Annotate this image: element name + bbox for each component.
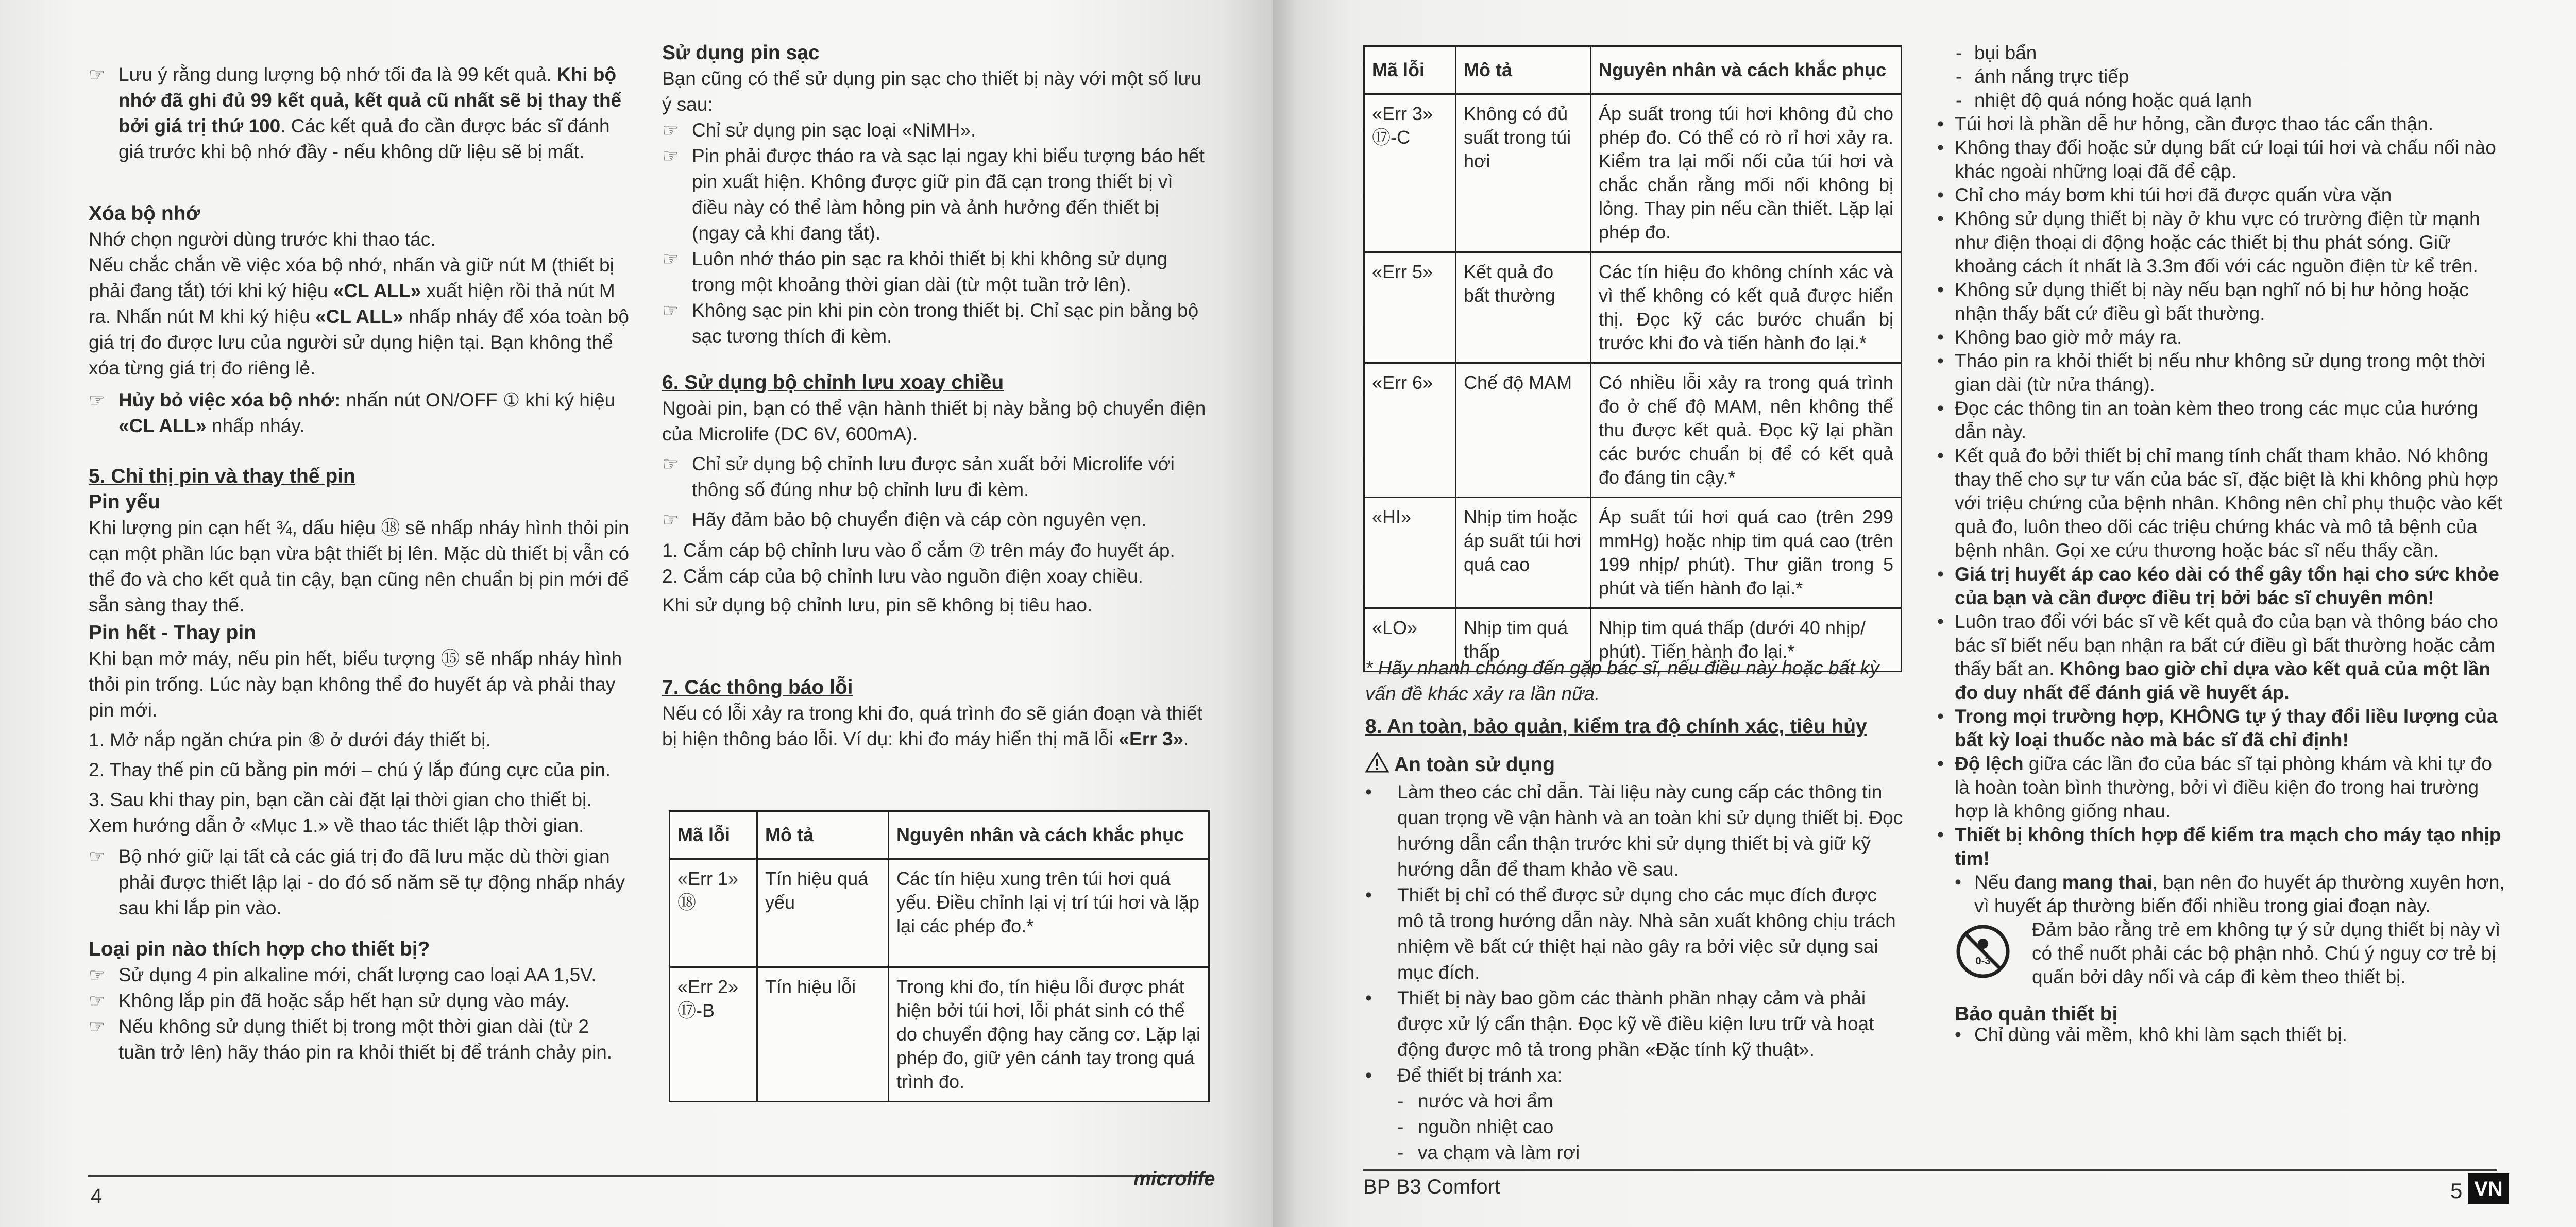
- battery-memory-note: ☞ Bộ nhớ giữ lại tất cả các giá trị đo đã lưu mặc dù thời gian phải được thiết lập lại - do đó số năm sẽ tự động nhấp nháy sau khi lắp pin vào.: [89, 844, 630, 921]
- right-column-1: [1365, 655, 1906, 1166]
- pointing-hand-icon: ☞: [662, 145, 679, 166]
- table-row: [670, 967, 1209, 1102]
- child-warning: 0-3 Đảm bảo rằng trẻ em không tự ý sử dụng thiết bị này vì có thể nuốt phải các bộ phận nhỏ. Chú ý nguy cơ trẻ bị quấn bởi dây nối và cáp đi kèm theo thiết bị.: [1955, 918, 2509, 989]
- safety-item: • Đọc các thông tin an toàn kèm theo trong các mục của hướng dẫn này.: [1937, 398, 2478, 442]
- right-page: [1273, 0, 2576, 1227]
- avoid-item: - ánh nắng trực tiếp: [1956, 66, 2129, 87]
- error-fix-cell: Nhịp tim quá thấp (dưới 40 nhịp/ phút). Tiến hành đo lại.*: [1591, 608, 1902, 672]
- safety-item: • Độ lệch giữa các lần đo của bác sĩ tại phòng khám và khi tự đo là hoàn toàn bình thường, bởi vì điều kiện đo trong hai trường hợp là không giống nhau.: [1937, 753, 2492, 822]
- rechargeable-item: ☞ Luôn nhớ tháo pin sạc ra khỏi thiết bị khi không sử dụng trong một khoảng thời gian dài (từ một tuần trở lên).: [662, 246, 1208, 298]
- warning-icon: [1365, 752, 1389, 779]
- avoid-item: - va chạm và làm rơi: [1397, 1142, 1580, 1164]
- avoid-item: - nhiệt độ quá nóng hoặc quá lạnh: [1956, 90, 2252, 111]
- error-code-cell: «HI»: [1364, 498, 1456, 608]
- safety-item: • Tháo pin ra khỏi thiết bị nếu như không sử dụng trong một thời gian dài (từ nửa tháng).: [1937, 350, 2486, 395]
- pointing-hand-icon: ☞: [662, 509, 679, 530]
- col-desc-header: Mô tả: [757, 811, 889, 859]
- pointing-hand-icon: ☞: [662, 120, 679, 141]
- avoid-item: - bụi bẩn: [1956, 42, 2037, 63]
- model-name: BP B3 Comfort: [1363, 1175, 1501, 1198]
- error-desc-cell: Kết quả đo bất thường: [1456, 252, 1591, 363]
- memory-note: ☞ Lưu ý rằng dung lượng bộ nhớ tối đa là 99 kết quả. Khi bộ nhớ đã ghi đủ 99 kết quả, kết quả cũ nhất sẽ bị thay thế bởi giá trị thứ 100. Các kết quả đo cần được bác sĩ đánh giá trước khi bộ nhớ đầy - nếu không dữ liệu sẽ bị mất.: [89, 62, 630, 165]
- error-fix-cell: Các tín hiệu đo không chính xác và vì thế không có kết quả được hiển thị. Đọc kỹ các bước chuẩn bị trước khi đo và tiến hành đo lại.*: [1591, 252, 1902, 363]
- pointing-hand-icon: ☞: [89, 64, 106, 85]
- battery-type-item: ☞ Sử dụng 4 pin alkaline mới, chất lượng cao loại AA 1,5V.: [89, 962, 630, 988]
- no-children-icon: [1955, 923, 2011, 985]
- left-column-2: Sử dụng pin sạc Bạn cũng có thể sử dụng pin sạc cho thiết bị này với một số lưu ý sau: ☞ Chỉ sử dụng pin sạc loại «NiMH». ☞ Pin phải được tháo ra và sạc lại ngay khi biểu tượng báo hết pin xuất hiện. Không được giữ pin đã cạn trong thiết bị vì điều này có thể làm hỏng pin và ảnh hưởng đến thiết bị (ngay cả khi đang tắt). ☞ Luôn nhớ tháo pin sạc ra khỏi thiết bị khi không sử dụng trong một khoảng thời gian dài (từ một tuần trở lên). ☞ Không sạc pin khi pin còn trong thiết bị. Chỉ sạc pin bằng bộ sạc tương thích đi kèm. 6. Sử dụng bộ chỉnh lưu xoay chiều Ngoài pin, bạn có thể vận hành thiết bị này bằng bộ chuyển điện của Microlife (DC 6V, 600mA). ☞ Chỉ sử dụng bộ chỉnh lưu được sản xuất bởi Microlife với thông số đúng như bộ chỉnh lưu đi kèm. ☞ Hãy đảm bảo bộ chuyển điện và cáp còn nguyên vẹn. 1. Cắm cáp bộ chỉnh lưu vào ổ cắm ⑦ trên máy đo huyết áp. 2. Cắm cáp của bộ chỉnh lưu vào nguồn điện xoay chiều. Khi sử dụng bộ chỉnh lưu, pin sẽ không bị tiêu hao. 7. Các thông báo lỗi Nếu có lỗi xảy ra trong khi đo, quá trình đo sẽ gián đoạn và thiết bị hiện thông báo lỗi. Ví dụ: khi đo máy hiển thị mã lỗi «Err 3».: [662, 40, 1208, 752]
- pointing-hand-icon: ☞: [89, 990, 106, 1011]
- storage-item: • Chỉ dùng vải mềm, khô khi làm sạch thiết bị.: [1955, 1024, 2347, 1045]
- col-code-header: Mã lỗi: [1364, 46, 1456, 94]
- error-code-cell: «Err 5»: [1364, 252, 1456, 363]
- errors-intro: Nếu có lỗi xảy ra trong khi đo, quá trình đo sẽ gián đoạn và thiết bị hiện thông báo lỗi. Ví dụ: khi đo máy hiển thị mã lỗi «Err 3».: [662, 703, 1202, 749]
- col-fix-header: Nguyên nhân và cách khắc phục: [889, 811, 1209, 859]
- left-column-1: ☞ Lưu ý rằng dung lượng bộ nhớ tối đa là 99 kết quả. Khi bộ nhớ đã ghi đủ 99 kết quả, kết quả cũ nhất sẽ bị thay thế bởi giá trị thứ 100. Các kết quả đo cần được bác sĩ đánh giá trước khi bộ nhớ đầy - nếu không dữ liệu sẽ bị mất. Xóa bộ nhớ Nhớ chọn người dùng trước khi thao tác. Nếu chắc chắn về việc xóa bộ nhớ, nhấn và giữ nút M (thiết bị phải đang tắt) tới khi ký hiệu «CL ALL» xuất hiện rồi thả nút M ra. Nhấn nút M khi ký hiệu «CL ALL» nhấp nháy để xóa toàn bộ giá trị đo được lưu của người sử dụng hiện tại. Bạn không thể xóa từng giá trị đo riêng lẻ. ☞ Hủy bỏ việc xóa bộ nhớ: nhấn nút ON/OFF ① khi ký hiệu «CL ALL» nhấp nháy. 5. Chỉ thị pin và thay thế pin Pin yếu Khi lượng pin cạn hết ¾, dấu hiệu ⑱ sẽ nhấp nháy hình thỏi pin cạn một phần lúc bạn vừa bật thiết bị lên. Mặc dù thiết bị vẫn có thể đo và cho kết quả tin cậy, bạn cũng nên chuẩn bị pin mới để sẵn sàng thay thế. Pin hết - Thay pin Khi bạn mở máy, nếu pin hết, biểu tượng ⑮ sẽ nhấp nháy hình thỏi pin trống. Lúc này bạn không thể đo huyết áp và phải thay pin mới. 1. Mở nắp ngăn chứa pin ⑧ ở dưới đáy thiết bị. 2. Thay thế pin cũ bằng pin mới – chú ý lắp đúng cực của pin. 3. Sau khi thay pin, bạn cần cài đặt lại thời gian cho thiết bị. Xem hướng dẫn ở «Mục 1.» về thao tác thiết lập thời gian. ☞ Bộ nhớ giữ lại tất cả các giá trị đo đã lưu mặc dù thời gian phải được thiết lập lại - do đó số năm sẽ tự động nhấp nháy sau khi lắp pin vào. Loại pin nào thích hợp cho thiết bị? ☞ Sử dụng 4 pin alkaline mới, chất lượng cao loại AA 1,5V. ☞ Không lắp pin đã hoặc sắp hết hạn sử dụng vào máy. ☞ Nếu không sử dụng thiết bị trong một thời gian dài (từ 2 tuần trở lên) hãy tháo pin ra khỏi thiết bị để tránh chảy pin.: [89, 62, 630, 1065]
- low-battery-text: Khi lượng pin cạn hết ¾, dấu hiệu ⑱ sẽ nhấp nháy hình thỏi pin cạn một phần lúc bạn vừa bật thiết bị lên. Mặc dù thiết bị vẫn có thể đo và cho kết quả tin cậy, bạn cũng nên chuẩn bị pin mới để sẵn sàng thay thế.: [89, 517, 630, 616]
- error-table-left: [669, 810, 1210, 1102]
- table-row: [1364, 94, 1902, 252]
- language-badge: VN: [2468, 1173, 2509, 1204]
- adapter-item: ☞ Hãy đảm bảo bộ chuyển điện và cáp còn nguyên vẹn.: [662, 507, 1208, 533]
- error-fix-cell: Trong khi đo, tín hiệu lỗi được phát hiện bởi túi hơi, lỗi phát sinh có thể do chuyển động hay căng cơ. Lặp lại phép đo, giữ yên cánh tay trong quá trình đo.: [889, 967, 1209, 1102]
- safety-item: • Thiết bị này bao gồm các thành phần nhạy cảm và phải được xử lý cẩn thận. Đọc kỹ về điều kiện lưu trữ và hoạt động được mô tả trong phần «Đặc tính kỹ thuật».: [1365, 987, 1874, 1061]
- adapter-step: 1. Cắm cáp bộ chỉnh lưu vào ổ cắm ⑦ trên máy đo huyết áp.: [662, 540, 1175, 561]
- errors-heading: 7. Các thông báo lỗi: [662, 676, 853, 698]
- error-fix-cell: Áp suất túi hơi quá cao (trên 299 mmHg) hoặc nhịp tim quá cao (trên 199 nhịp/ phút). Thư giãn trong 5 phút và tiến hành đo lại.*: [1591, 498, 1902, 608]
- right-column-2: [1937, 41, 2509, 1047]
- pointing-hand-icon: ☞: [662, 453, 679, 474]
- safety-item: • Nếu đang mang thai, bạn nên đo huyết áp thường xuyên hơn, vì huyết áp thường biến đổi nhiều trong giai đoạn này.: [1955, 872, 2505, 916]
- error-desc-cell: Không có đủ suất trong túi hơi: [1456, 94, 1591, 252]
- battery-step: 3. Sau khi thay pin, bạn cần cài đặt lại thời gian cho thiết bị. Xem hướng dẫn ở «Mục 1.» về thao tác thiết lập thời gian.: [89, 789, 592, 836]
- error-fix-cell: Các tín hiệu xung trên túi hơi quá yếu. Điều chỉnh lại vị trí túi hơi và lặp lại các phép đo.*: [889, 859, 1209, 967]
- battery-step: 1. Mở nắp ngăn chứa pin ⑧ ở dưới đáy thiết bị.: [89, 729, 491, 751]
- battery-step: 2. Thay thế pin cũ bằng pin mới – chú ý lắp đúng cực của pin.: [89, 759, 611, 780]
- brand-logo: microlife: [1133, 1168, 1215, 1190]
- battery-heading: 5. Chỉ thị pin và thay thế pin: [89, 465, 355, 487]
- adapter-heading: 6. Sử dụng bộ chỉnh lưu xoay chiều: [662, 371, 1004, 394]
- safety-item: • Giá trị huyết áp cao kéo dài có thể gây tổn hại cho sức khỏe của bạn và cần được điều trị bởi bác sĩ chuyên môn!: [1937, 564, 2499, 608]
- safety-item: • Kết quả đo bởi thiết bị chỉ mang tính chất tham khảo. Nó không thay thế cho sự tư vấn của bác sĩ, đặc biệt là khi không phù hợp với triệu chứng của bệnh nhân. Không nên chỉ phụ thuộc vào kết quả đo, luôn theo dõi các triệu chứng khác và mô tả bệnh của bệnh nhân. Gọi xe cứu thương hoặc bác sĩ nếu thấy cần.: [1937, 445, 2503, 561]
- safety-item: • Không bao giờ mở máy ra.: [1937, 327, 2182, 348]
- pointing-hand-icon: ☞: [89, 389, 106, 411]
- avoid-item: - nguồn nhiệt cao: [1397, 1116, 1554, 1138]
- pointing-hand-icon: ☞: [89, 846, 106, 867]
- error-code-cell: «Err 2» ⑰-B: [670, 967, 757, 1102]
- page-number: 4: [91, 1185, 103, 1207]
- adapter-item: ☞ Chỉ sử dụng bộ chỉnh lưu được sản xuất bởi Microlife với thông số đúng như bộ chỉnh lưu đi kèm.: [662, 451, 1208, 503]
- battery-type-item: ☞ Không lắp pin đã hoặc sắp hết hạn sử dụng vào máy.: [89, 988, 630, 1014]
- clear-memory-text: Nếu chắc chắn về việc xóa bộ nhớ, nhấn và giữ nút M (thiết bị phải đang tắt) tới khi ký hiệu «CL ALL» xuất hiện rồi thả nút M ra. Nhấn nút M khi ký hiệu «CL ALL» nhấp nháy để xóa toàn bộ giá trị đo được lưu của người sử dụng hiện tại. Bạn không thể xóa từng giá trị đo riêng lẻ.: [89, 254, 629, 379]
- flat-battery-text: Khi bạn mở máy, nếu pin hết, biểu tượng ⑮ sẽ nhấp nháy hình thỏi pin trống. Lúc này bạn không thể đo huyết áp và phải thay pin mới.: [89, 648, 622, 721]
- safety-item: • Làm theo các chỉ dẫn. Tài liệu này cung cấp các thông tin quan trọng về vận hành và an toàn khi sử dụng thiết bị. Đọc hướng dẫn cẩn thận trước khi sử dụng thiết bị và giữ kỹ hướng dẫn để tham khảo về sau.: [1365, 781, 1903, 880]
- rechargeable-item: ☞ Pin phải được tháo ra và sạc lại ngay khi biểu tượng báo hết pin xuất hiện. Không được giữ pin đã cạn trong thiết bị vì điều này có thể làm hỏng pin và ảnh hưởng đến thiết bị (ngay cả khi đang tắt).: [662, 143, 1208, 246]
- cancel-clear-note: ☞ Hủy bỏ việc xóa bộ nhớ: nhấn nút ON/OFF ① khi ký hiệu «CL ALL» nhấp nháy.: [89, 387, 630, 439]
- pointing-hand-icon: ☞: [662, 248, 679, 269]
- footer-rule: [88, 1175, 1211, 1177]
- pointing-hand-icon: ☞: [662, 300, 679, 321]
- pointing-hand-icon: ☞: [89, 1016, 106, 1037]
- safety-subheading: An toàn sử dụng: [1365, 752, 1906, 779]
- rechargeable-heading: Sử dụng pin sạc: [662, 42, 820, 64]
- col-code-header: Mã lỗi: [670, 811, 757, 859]
- battery-type-item: ☞ Nếu không sử dụng thiết bị trong một thời gian dài (từ 2 tuần trở lên) hãy tháo pin ra khỏi thiết bị để tránh chảy pin.: [89, 1014, 630, 1065]
- error-fix-cell: Áp suất trong túi hơi không đủ cho phép đo. Có thể có rò rỉ hơi xảy ra. Kiểm tra lại mối nối của túi hơi và chắc chắn rằng mối nối không bị lỏng. Thay pin nếu cần thiết. Lặp lại phép đo.: [1591, 94, 1902, 252]
- safety-item: • Để thiết bị tránh xa:: [1365, 1065, 1563, 1086]
- error-fix-cell: Có nhiều lỗi xảy ra trong quá trình đo ở chế độ MAM, nên không thể thu được kết quả. Đọc kỹ lại phần các bước chuẩn bị để có kết quả đo đáng tin cậy.*: [1591, 363, 1902, 498]
- safety-item: • Không sử dụng thiết bị này ở khu vực có trường điện từ mạnh như điện thoại di động hoặc các thiết bị thu phát sóng. Giữ khoảng cách ít nhất là 3.3m đối với các nguồn điện từ kể trên.: [1937, 208, 2480, 277]
- error-desc-cell: Tín hiệu quá yếu: [757, 859, 889, 967]
- error-code-cell: «Err 3» ⑰-C: [1364, 94, 1456, 252]
- safety-item: • Thiết bị không thích hợp để kiểm tra mạch cho máy tạo nhịp tim!: [1937, 824, 2501, 869]
- avoid-item: - nước và hơi ẩm: [1397, 1090, 1553, 1112]
- safety-heading: 8. An toàn, bảo quản, kiểm tra độ chính xác, tiêu hủy: [1365, 715, 1867, 738]
- table-header-row: [1364, 46, 1902, 94]
- footer-rule: [1363, 1169, 2497, 1171]
- svg-text:0-3: 0-3: [1975, 956, 1991, 967]
- table-row: [1364, 252, 1902, 363]
- pointing-hand-icon: ☞: [89, 964, 106, 985]
- flat-battery-heading: Pin hết - Thay pin: [89, 622, 257, 644]
- table-header-row: [670, 811, 1209, 859]
- safety-item: • Chỉ cho máy bơm khi túi hơi đã được quấn vừa vặn: [1937, 184, 2392, 206]
- error-table-right: [1363, 45, 1902, 672]
- table-row: [670, 859, 1209, 967]
- error-desc-cell: Nhịp tim quá thấp: [1456, 608, 1591, 672]
- table-row: [1364, 498, 1902, 608]
- safety-item: • Không sử dụng thiết bị này nếu bạn nghĩ nó bị hư hỏng hoặc nhận thấy bất cứ điều gì bất thường.: [1937, 279, 2469, 324]
- error-desc-cell: Tín hiệu lỗi: [757, 967, 889, 1102]
- rechargeable-item: ☞ Không sạc pin khi pin còn trong thiết bị. Chỉ sạc pin bằng bộ sạc tương thích đi kèm.: [662, 298, 1208, 349]
- low-battery-heading: Pin yếu: [89, 491, 160, 513]
- safety-item: • Túi hơi là phần dễ hư hỏng, cần được thao tác cẩn thận.: [1937, 113, 2434, 134]
- page-number: 5: [2450, 1179, 2463, 1203]
- safety-item: • Không thay đổi hoặc sử dụng bất cứ loại túi hơi và chấu nối nào khác ngoài những loại đã để cập.: [1937, 137, 2496, 182]
- battery-type-heading: Loại pin nào thích hợp cho thiết bị?: [89, 938, 430, 960]
- error-code-cell: «Err 1» ⑱: [670, 859, 757, 967]
- safety-item: • Thiết bị chỉ có thể được sử dụng cho các mục đích được mô tả trong hướng dẫn này. Nhà sản xuất không chịu trách nhiệm về bất cứ thiệt hại nào gây ra bởi việc sử dụng sai mục đích.: [1365, 884, 1896, 983]
- error-desc-cell: Chế độ MAM: [1456, 363, 1591, 498]
- error-code-cell: «Err 6»: [1364, 363, 1456, 498]
- adapter-step: 2. Cắm cáp của bộ chỉnh lưu vào nguồn điện xoay chiều.: [662, 566, 1143, 587]
- error-desc-cell: Nhịp tim hoặc áp suất túi hơi quá cao: [1456, 498, 1591, 608]
- safety-item: • Trong mọi trường hợp, KHÔNG tự ý thay đổi liều lượng của bất kỳ loại thuốc nào mà bác sĩ đã chỉ định!: [1937, 706, 2498, 751]
- rechargeable-item: ☞ Chỉ sử dụng pin sạc loại «NiMH».: [662, 117, 1208, 143]
- table-row: [1364, 363, 1902, 498]
- safety-item: • Luôn trao đổi với bác sĩ về kết quả đo của bạn và thông báo cho bác sĩ biết nếu bạn nhận ra bất cứ điều gì bất thường hoặc cảm thấy bất an. Không bao giờ chỉ dựa vào kết quả của một lần đo duy nhất để đánh giá về huyết áp.: [1937, 611, 2498, 703]
- clear-memory-heading: Xóa bộ nhớ: [89, 202, 200, 225]
- col-desc-header: Mô tả: [1456, 46, 1591, 94]
- left-page: [0, 0, 1273, 1227]
- footnote: * Hãy nhanh chóng đến gặp bác sĩ, nếu điều này hoặc bất kỳ vấn đề khác xảy ra lần nữa.: [1365, 657, 1879, 704]
- storage-heading: Bảo quản thiết bị: [1955, 1003, 2118, 1025]
- error-code-cell: «LO»: [1364, 608, 1456, 672]
- col-fix-header: Nguyên nhân và cách khắc phục: [1591, 46, 1902, 94]
